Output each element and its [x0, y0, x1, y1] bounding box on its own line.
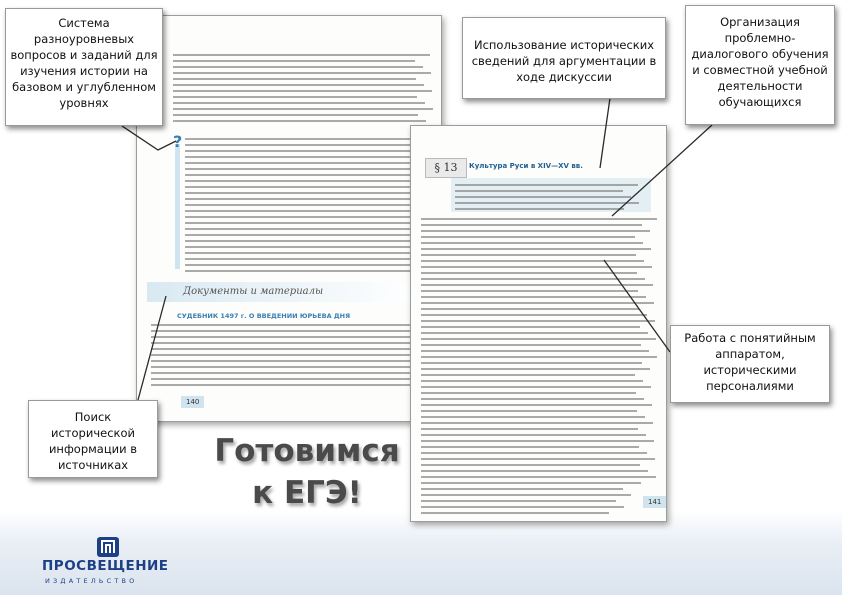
publisher-name: ПРОСВЕЩЕНИЕ — [42, 558, 169, 574]
page-number-left: 140 — [181, 396, 204, 408]
callout-source-search: Поиск исторической информации в источниках — [28, 400, 158, 478]
chapter-title: Культура Руси в XIV—XV вв. — [469, 162, 583, 170]
documents-heading: Документы и материалы — [147, 282, 417, 302]
callout-problem-dialogue: Организация проблемно-диалогового обучения и совместной учебной деятельности обучающихся — [685, 5, 835, 125]
paragraph-number: § 13 — [425, 158, 467, 178]
slogan-line-1: Готовимся — [214, 433, 400, 469]
question-icon: ? — [173, 132, 183, 151]
connector-top-left — [122, 126, 176, 150]
connector-bottom-right — [604, 260, 670, 352]
connector-top-right — [612, 125, 712, 216]
connector-top-center — [600, 98, 610, 168]
callout-concepts-personalities: Работа с понятийным аппаратом, историческими персоналиями — [670, 325, 830, 403]
slogan-line-2: к ЕГЭ! — [252, 475, 362, 511]
page-number-right: 141 — [643, 496, 666, 508]
callout-historical-arguments: Использование исторических сведений для аргументации в ходе дискуссии — [462, 17, 666, 99]
connector-bottom-left — [138, 296, 166, 400]
callout-leveled-questions: Система разноуровневых вопросов и заданий для изучения истории на базовом и углубленном уровнях — [5, 8, 163, 126]
document-title: СУДЕБНИК 1497 г. О ВВЕДЕНИИ ЮРЬЕВА ДНЯ — [177, 312, 351, 320]
publisher-subtitle: ИЗДАТЕЛЬСТВО — [45, 577, 138, 585]
